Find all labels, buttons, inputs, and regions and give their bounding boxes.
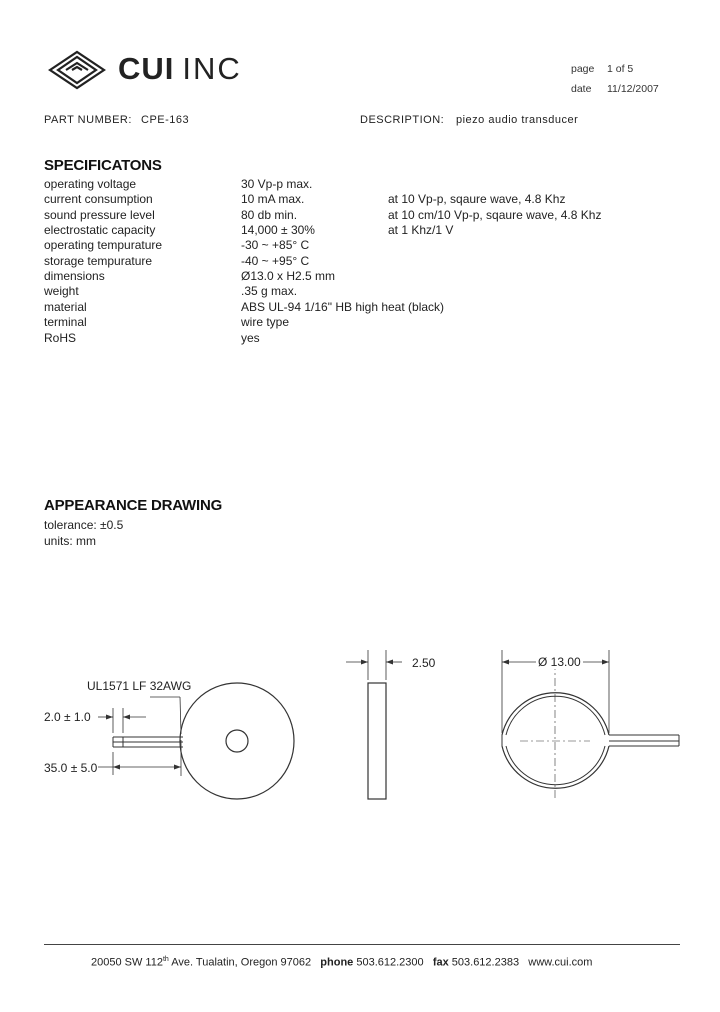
footer-website[interactable]: www.cui.com: [528, 956, 593, 969]
page-label: page: [571, 63, 595, 75]
spec-name: storage tempurature: [44, 253, 153, 268]
wire-label: UL1571 LF 32AWG: [87, 679, 192, 693]
diameter-dimension: Ø 13.00: [538, 655, 581, 669]
spec-row: [44, 269, 704, 284]
appearance-drawing: [0, 600, 720, 830]
date-label: date: [571, 83, 592, 95]
footer-rule: [44, 944, 680, 945]
spec-name: sound pressure level: [44, 207, 155, 222]
spec-row: [44, 208, 704, 223]
footer-fax-label: fax: [432, 956, 449, 969]
spec-name: RoHS: [44, 330, 77, 345]
spec-value: yes: [241, 330, 260, 345]
footer-contact: [91, 956, 592, 969]
spec-row: [44, 284, 704, 299]
part-number-label: PART NUMBER:: [44, 114, 132, 126]
spec-row: [44, 223, 704, 238]
company-logo: [46, 48, 256, 92]
spec-condition: at 10 cm/10 Vp-p, sqaure wave, 4.8 Khz: [388, 207, 602, 222]
appearance-title: APPEARANCE DRAWING: [44, 497, 223, 514]
logo-light-text: INC: [182, 51, 242, 86]
spec-value: 30 Vp-p max.: [241, 177, 313, 191]
spec-value: 14,000 ± 30%: [241, 223, 315, 238]
spec-name: dimensions: [44, 269, 105, 284]
spec-condition: at 10 Vp-p, sqaure wave, 4.8 Khz: [388, 192, 566, 207]
spec-name: electrostatic capacity: [44, 223, 156, 238]
spec-value: -40 ~ +95° C: [241, 253, 310, 268]
footer-phone-value: 503.612.2300: [356, 956, 424, 969]
footer-phone-label: phone: [320, 956, 354, 969]
spec-row: [44, 192, 704, 207]
spec-value: ABS UL-94 1/16" HB high heat (black): [241, 299, 445, 314]
spec-name: material: [44, 299, 87, 314]
description-label: DESCRIPTION:: [360, 114, 445, 126]
spec-row: [44, 300, 704, 315]
spec-value: 10 mA max.: [241, 192, 305, 207]
spec-condition: at 1 Khz/1 V: [388, 223, 454, 238]
specifications-title: SPECIFICATONS: [44, 157, 162, 174]
footer-fax-value: 503.612.2383: [451, 956, 520, 969]
transducer-back-view: [502, 693, 609, 788]
lead-length-dimension: 35.0 ± 5.0: [44, 761, 98, 775]
sound-hole: [226, 730, 248, 752]
footer-address-sup: th: [162, 956, 169, 963]
spec-value: wire type: [241, 315, 290, 330]
spec-row: [44, 238, 704, 253]
strip-length-dimension: 2.0 ± 1.0: [44, 710, 91, 724]
spec-name: current consumption: [44, 192, 153, 207]
spec-name: operating tempurature: [44, 238, 163, 253]
spec-value: 80 db min.: [241, 207, 298, 222]
spec-value: .35 g max.: [241, 284, 298, 299]
spec-name: terminal: [44, 315, 87, 330]
page-value: 1 of 5: [607, 63, 634, 75]
spec-name: operating voltage: [44, 177, 137, 191]
height-dimension: 2.50: [412, 656, 436, 670]
spec-value: -30 ~ +85° C: [241, 238, 310, 253]
spec-row: [44, 315, 704, 330]
cui-logo-icon: [46, 48, 112, 90]
transducer-front-view: [180, 683, 294, 799]
part-number-value: CPE-163: [141, 114, 190, 126]
transducer-side-view: [368, 683, 386, 799]
spec-row: [44, 331, 704, 346]
spec-row: [44, 254, 704, 269]
spec-name: weight: [44, 284, 79, 299]
tolerance-text: tolerance: ±0.5: [44, 518, 124, 532]
date-value: 11/12/2007: [607, 83, 659, 95]
footer-address-rest: Ave. Tualatin, Oregon 97062: [168, 956, 312, 969]
footer-address: 20050 SW 112: [91, 956, 163, 969]
spec-row: [44, 177, 704, 192]
description-value: piezo audio transducer: [456, 114, 579, 126]
spec-value: Ø13.0 x H2.5 mm: [241, 269, 336, 284]
units-text: units: mm: [44, 534, 97, 548]
logo-bold-text: CUI: [118, 51, 175, 86]
